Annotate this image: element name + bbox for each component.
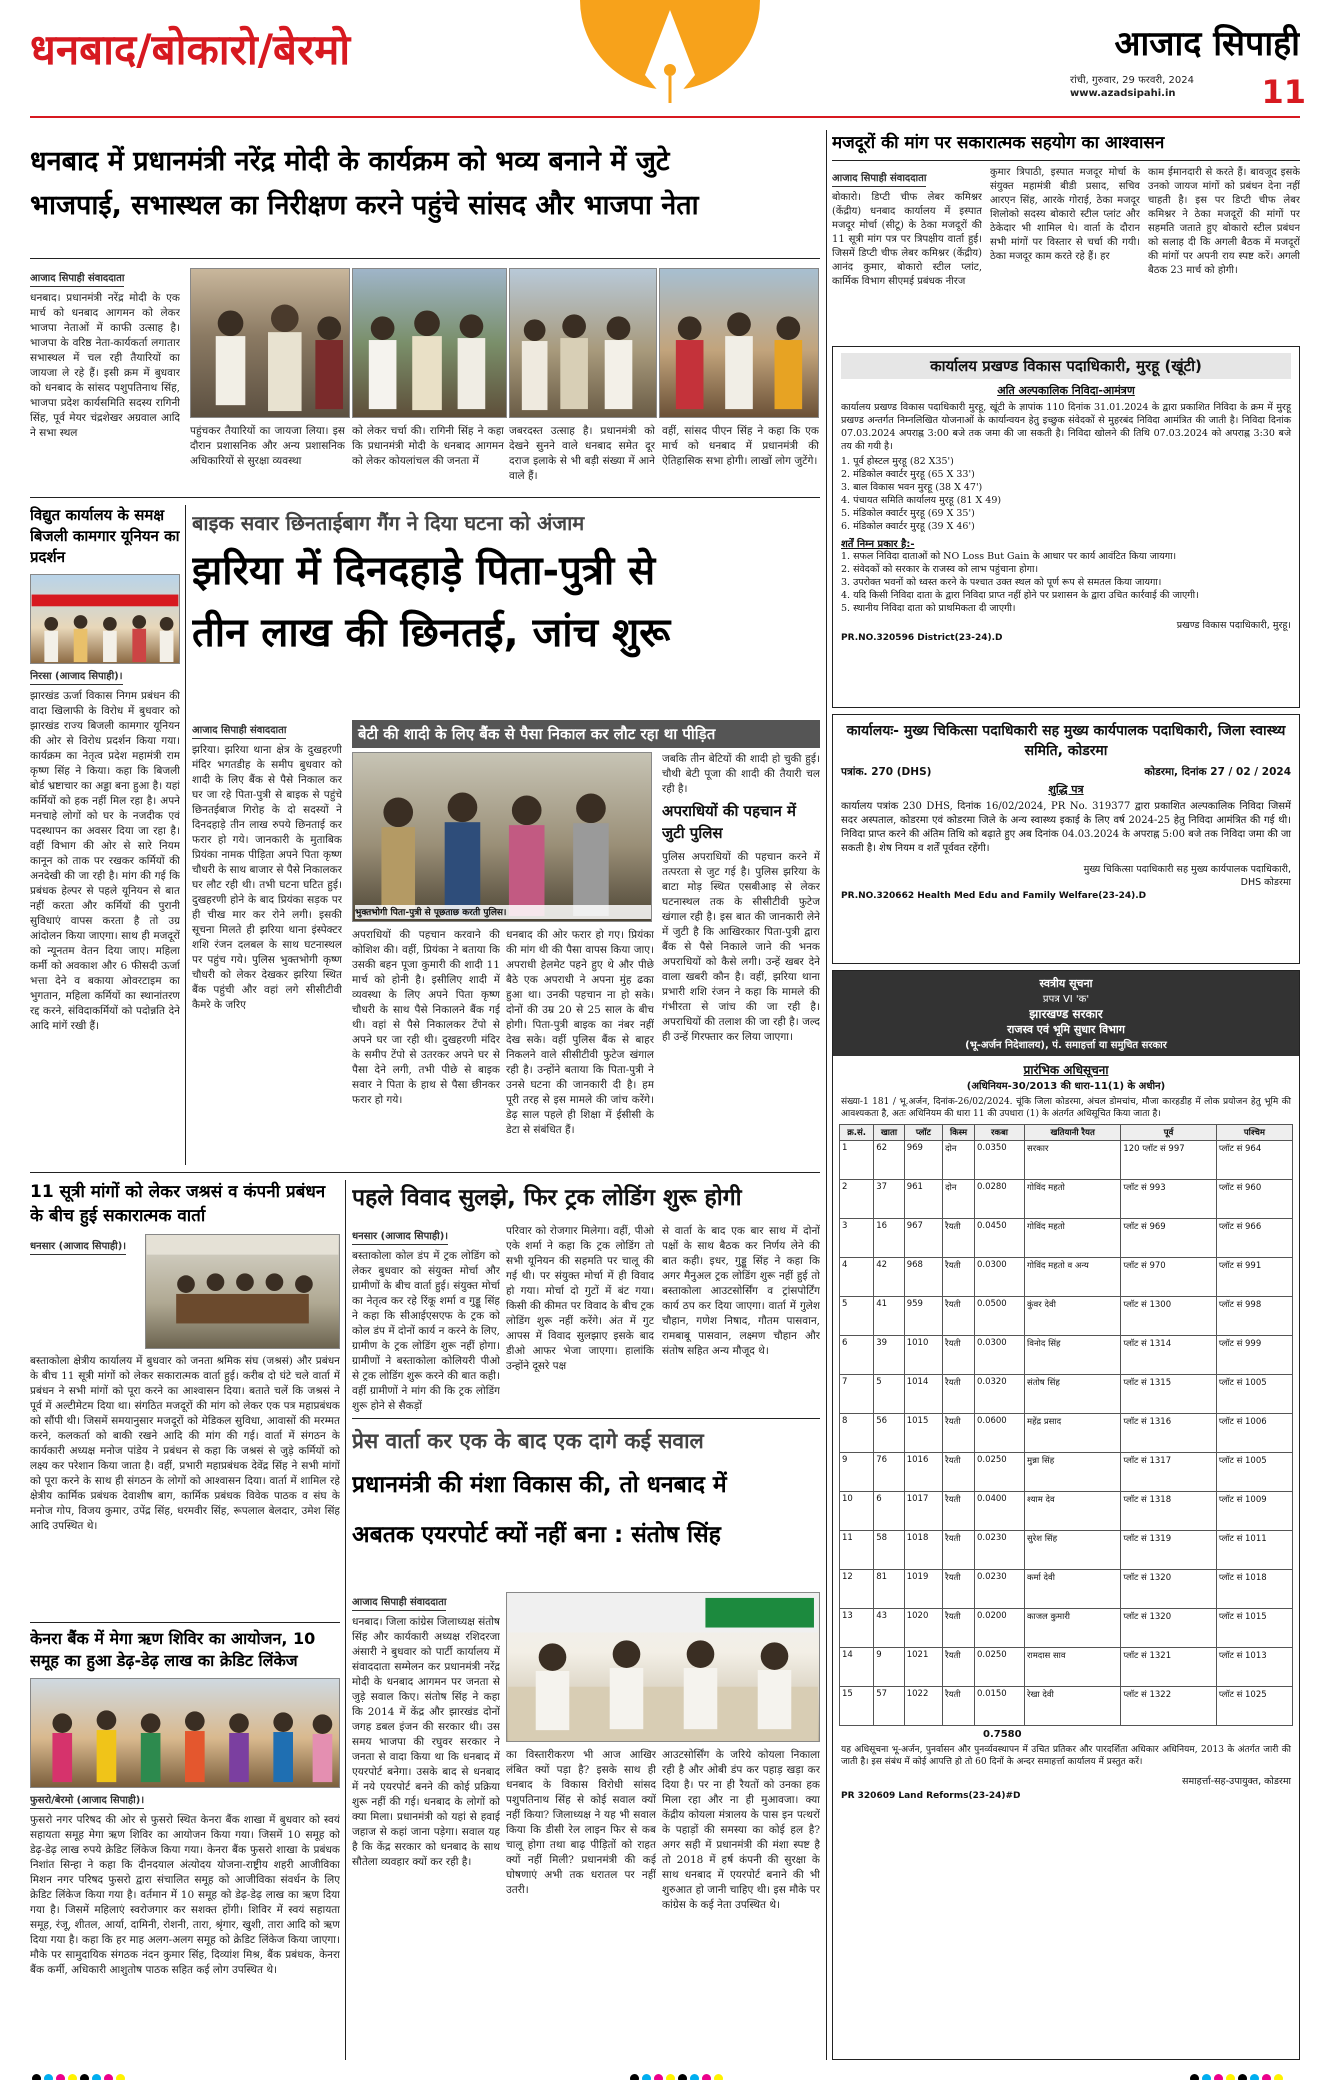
color-registration-dots bbox=[32, 2068, 172, 2080]
land-table-cell: प्लॉट सं 1319 bbox=[1121, 1531, 1217, 1570]
land-table-cell: प्लॉट सं 969 bbox=[1121, 1219, 1217, 1258]
land-table-cell: 0.0350 bbox=[974, 1141, 1024, 1180]
land-th: रकबा bbox=[974, 1125, 1024, 1141]
land-table-cell: 0.0230 bbox=[974, 1570, 1024, 1609]
land-table-cell: 0.0150 bbox=[974, 1687, 1024, 1726]
land-table-cell: प्लॉट सं 1322 bbox=[1121, 1687, 1217, 1726]
land-th: किस्म bbox=[943, 1125, 975, 1141]
land-notice bbox=[832, 970, 1300, 2060]
land-table-cell: 2 bbox=[840, 1180, 874, 1219]
land-table-cell: रैयती bbox=[943, 1258, 975, 1297]
health-pr-number: PR.NO.320662 Health Med Edu and Family Welfare(23-24).D bbox=[841, 891, 1147, 901]
land-table-cell: प्लॉट सं 999 bbox=[1216, 1336, 1292, 1375]
land-table-cell: रैयती bbox=[943, 1531, 975, 1570]
jharia-headline bbox=[192, 540, 820, 710]
truck-col-3: से वार्ता के बाद एक बार साथ में दोनों पक्षों के साथ बैठक कर निर्णय लेने की बात कही। इधर, गुड्डू सिंह ने कहा कि अगर मैनुअल ट्रक लोडिंग शुरू नहीं हुई तो बस्ताकोला आउटसोर्सिंग व ट्रांसपोर्टिंग कार्य ठप कर दिया जाएगा। वार्ता में गुलेश चौहान, गणेश निषाद, गौतम पासवान, रामबाबू पासवान, लक्ष्मण चौहान और संतोष सहित अन्य मौजूद थे। bbox=[662, 1225, 820, 1357]
land-table-cell: गोविंद महतो व अन्य bbox=[1025, 1258, 1121, 1297]
jharia-col-4: जबकि तीन बेटियों की शादी हो चुकी हुई। चौथी बेटी पूजा की शादी की तैयारी चल रही है। bbox=[662, 753, 820, 795]
land-table-cell: 0.0250 bbox=[974, 1648, 1024, 1687]
bdo-tender-items bbox=[841, 455, 1291, 533]
bdo-item: 2. मंडिकोल क्वार्टर मुरहू (65 X 33') bbox=[841, 469, 975, 480]
land-table-cell: 120 प्लॉट सं 997 bbox=[1121, 1141, 1217, 1180]
land-table-row bbox=[840, 1336, 1293, 1375]
land-table-cell: 967 bbox=[904, 1219, 942, 1258]
land-table-cell: 961 bbox=[904, 1180, 942, 1219]
divider bbox=[30, 1622, 340, 1623]
land-table-cell: 9 bbox=[874, 1648, 905, 1687]
land-table-cell: प्लॉट सं 1316 bbox=[1121, 1414, 1217, 1453]
press-col-1 bbox=[352, 1590, 500, 2058]
jharia-subhead: बेटी की शादी के लिए बैंक से पैसा निकाल कर लौट रहा था पीड़ित bbox=[352, 720, 820, 748]
land-table-cell: प्लॉट सं 970 bbox=[1121, 1258, 1217, 1297]
land-table-cell: 6 bbox=[874, 1492, 905, 1531]
press-headline bbox=[352, 1460, 820, 1580]
bijli-photo bbox=[30, 574, 180, 664]
bdo-item: 4. पंचायत समिति कार्यालय मुरहू (81 X 49) bbox=[841, 495, 1002, 506]
bdo-terms bbox=[841, 550, 1291, 615]
registration-dot bbox=[678, 2074, 687, 2080]
registration-dot bbox=[1214, 2074, 1223, 2080]
canara-photo bbox=[30, 1678, 340, 1788]
registration-dot bbox=[1238, 2074, 1247, 2080]
land-header-2: प्रपत्र VI 'क' bbox=[1042, 994, 1090, 1005]
land-table-header-row bbox=[840, 1125, 1293, 1141]
land-table-cell: प्लॉट सं 1015 bbox=[1216, 1609, 1292, 1648]
registration-dot bbox=[1202, 2074, 1211, 2080]
land-table-cell: रैयती bbox=[943, 1219, 975, 1258]
jaswans-byline: धनसार (आजाद सिपाही)। bbox=[30, 1238, 126, 1255]
land-table-cell: रैयती bbox=[943, 1492, 975, 1531]
pen-nib-logo bbox=[575, 0, 765, 115]
land-table-cell: रैयती bbox=[943, 1687, 975, 1726]
land-notice-sub: (अधिनियम-30/2013 की धारा-11(1) के अधीन) bbox=[966, 1081, 1166, 1092]
land-table-row bbox=[840, 1375, 1293, 1414]
land-table-cell: 62 bbox=[874, 1141, 905, 1180]
lead-col-5: वहीं, सांसद पीएन सिंह ने कहा कि एक मार्च को धनबाद में प्रधानमंत्री की ऐतिहासिक सभा होगी। लाखों लोग जुटेंगे। bbox=[662, 425, 819, 467]
land-total: 0.7580 bbox=[983, 1729, 1022, 1740]
bdo-tender-office: कार्यालय प्रखण्ड विकास पदाधिकारी, मुरहू (खूंटी) bbox=[841, 353, 1291, 379]
land-table-cell: 968 bbox=[904, 1258, 942, 1297]
land-table-cell: गोविंद महतो bbox=[1025, 1219, 1121, 1258]
land-table-cell: 1015 bbox=[904, 1414, 942, 1453]
land-table-cell: प्लॉट सं 1315 bbox=[1121, 1375, 1217, 1414]
registration-dot bbox=[104, 2074, 113, 2080]
land-table-cell: प्लॉट सं 991 bbox=[1216, 1258, 1292, 1297]
land-header-5: (भू-अर्जन निदेशालय), पं. समाहर्त्ता या समुचित सरकार bbox=[965, 1040, 1167, 1051]
land-table-cell: प्लॉट सं 1006 bbox=[1216, 1414, 1292, 1453]
land-table-cell: 0.0250 bbox=[974, 1453, 1024, 1492]
bdo-item: 6. मंडिकोल क्वार्टर मुरहू (39 X 46') bbox=[841, 521, 975, 532]
land-table-row bbox=[840, 1492, 1293, 1531]
land-table-cell: 1019 bbox=[904, 1570, 942, 1609]
bdo-tender-body: कार्यालय प्रखण्ड विकास पदाधिकारी मुरहू, खूंटी के ज्ञापांक 110 दिनांक 31.01.2024 के द्वारा प्रकाशित निविदा के क्रम में मुरहू प्रखण्ड अन्तर्गत निम्नलिखित योजनाओं के कार्यान्वयन हेतु इच्छुक संवेदकों से मुहरबंद निविदा आमंत्रित की जाती है। निविदा दिनांक 07.03.2024 अपराह्न 3:00 बजे तक जमा की जा सकती है। निविदा खोलने की तिथि 07.03.2024 को अपराह्न 3:30 बजे तय की गयी है। bbox=[841, 402, 1291, 452]
registration-dot bbox=[1226, 2074, 1235, 2080]
land-table-cell: महेंद्र प्रसाद bbox=[1025, 1414, 1121, 1453]
land-table-cell: रामदास साव bbox=[1025, 1648, 1121, 1687]
divider bbox=[345, 1180, 346, 2060]
land-table-cell: 76 bbox=[874, 1453, 905, 1492]
land-table-cell: 56 bbox=[874, 1414, 905, 1453]
land-table-cell: 1014 bbox=[904, 1375, 942, 1414]
land-th: खतियानी रैयत bbox=[1025, 1125, 1121, 1141]
land-table-wrap bbox=[833, 1124, 1299, 1726]
health-date: कोडरमा, दिनांक 27 / 02 / 2024 bbox=[1144, 766, 1291, 778]
website: www.azadsipahi.in bbox=[1070, 88, 1176, 99]
land-table-row bbox=[840, 1141, 1293, 1180]
truck-col-2: परिवार को रोजगार मिलेगा। वहीं, पीओ एके शर्मा ने कहा कि ट्रक लोडिंग तो सभी यूनियन की सहमति पर चालू की गई थी। पर संयुक्त मोर्चा में ही विवाद हो गया। मोर्चा दो गुटों में बंट गया। किसी की कीमत पर विवाद के बीच ट्रक लोडिंग शुरू नहीं करेंगे। अंत में गुट आपस में विवाद सुलझाए इसके बाद डीओ आफर भेजा जाएगा। हालांकि उन्होंने दूसरे पक्ष bbox=[506, 1225, 654, 1372]
land-table-cell: प्लॉट सं 1320 bbox=[1121, 1570, 1217, 1609]
land-table-cell: प्लॉट सं 964 bbox=[1216, 1141, 1292, 1180]
land-table-cell: प्लॉट सं 1300 bbox=[1121, 1297, 1217, 1336]
land-table-cell: 0.0500 bbox=[974, 1297, 1024, 1336]
truck-col-1 bbox=[352, 1224, 500, 1414]
jharia-col-1-text: झरिया। झरिया थाना क्षेत्र के दुखहरणी मंदिर भगतडीह के समीप बुधवार को शादी के लिए बैंक से पैसे निकाल कर घर जा रहे पिता-पुत्री से बाइक से पहुंचे छिनतईबाज गिरोह के दो सदस्यों ने दिनदहाड़े तीन लाख रुपये छिनताई कर फरार हो गये। जानकारी के मुताबिक प्रियंका नामक पीड़िता अपने पिता कृष्ण चौधरी के साथ बाजार से पैसे निकालकर घर लौट रही थी। तभी घटना घटित हुई। दुखहरणी होने के बाद प्रियंका सड़क पर ही चीख मार कर रोने लगी। इसकी सूचना मिलते ही झरिया थाना इंस्पेक्टर शशि रंजन दलबल के साथ घटनास्थल पर पहुंच गये। पुलिस भुक्तभोगी कृष्ण चौधरी को लेकर देखकर झरिया स्थित बैंक पहुंची और वहां लगे सीसीटीवी कैमरे के जरिए bbox=[192, 744, 342, 1011]
land-th: पश्चिम bbox=[1216, 1125, 1292, 1141]
divider bbox=[30, 1172, 820, 1173]
jharia-col-2: अपराधियों की पहचान करवाने की कोशिश की। वहीं, प्रियंका ने बताया कि उसकी बहन पूजा कुमारी की शादी 11 मार्च को होनी है। इसीलिए शादी में व्यवस्था के लिए अपने पिता कृष्ण चौधरी के साथ पैसे निकालने बैंक गई थी। वहां से पैसे निकालकर टेंपो से अपने घर जा रही थी। दुखहरणी मंदिर के समीप टेंपो से उतरकर अपने घर से पैसा देने लगी, तभी पीछे से बाइक सवार ने पिता के हाथ से पैसा छीनकर फरार हो गये। bbox=[352, 929, 500, 1106]
jharia-kicker: बाइक सवार छिनताईबाग गैंग ने दिया घटना को अंजाम bbox=[192, 511, 585, 535]
registration-dot bbox=[630, 2074, 639, 2080]
land-table-row bbox=[840, 1531, 1293, 1570]
majdoor-col-1 bbox=[832, 166, 982, 342]
land-table-cell: 16 bbox=[874, 1219, 905, 1258]
land-table-cell: 0.0600 bbox=[974, 1414, 1024, 1453]
land-table-cell: दोन bbox=[943, 1141, 975, 1180]
land-table-row bbox=[840, 1219, 1293, 1258]
land-table-cell: 81 bbox=[874, 1570, 905, 1609]
land-table-cell: प्लॉट सं 1009 bbox=[1216, 1492, 1292, 1531]
jharia-headline-line-1: झरिया में दिनदहाड़े पिता-पुत्री से bbox=[192, 548, 656, 594]
registration-dot bbox=[1250, 2074, 1259, 2080]
land-table-cell: 1021 bbox=[904, 1648, 942, 1687]
bdo-item: 3. बाल विकास भवन मुरहू (38 X 47') bbox=[841, 482, 983, 493]
health-tender-office: कार्यालयः- मुख्य चिकित्सा पदाधिकारी सह मुख्य कार्यपालक पदाधिकारी, जिला स्वास्थ्य समिति, कोडरमा bbox=[846, 723, 1286, 759]
land-pr-number: PR 320609 Land Reforms(23-24)#D bbox=[841, 1791, 1021, 1801]
registration-dot bbox=[654, 2074, 663, 2080]
divider bbox=[352, 1418, 820, 1419]
land-table-cell: प्लॉट सं 1314 bbox=[1121, 1336, 1217, 1375]
land-table-row bbox=[840, 1258, 1293, 1297]
masthead bbox=[0, 0, 1325, 118]
land-table-cell: प्लॉट सं 998 bbox=[1216, 1297, 1292, 1336]
registration-dot bbox=[642, 2074, 651, 2080]
land-th: खाता bbox=[874, 1125, 905, 1141]
majdoor-col-1-text: बोकारो। डिप्टी चीफ लेबर कमिश्नर (केंद्रीय) धनबाद कार्यालय में इस्पात मजदूर मोर्चा (सीटू) के ठेका मजदूरों की 11 सूत्री मांग पत्र पर त्रिपक्षीय वार्ता हुई। जिसमें डिप्टी चीफ लेबर कमिश्नर (केंद्रीय) आनंद कुमार, बोकारो स्टील प्लांट, कार्मिक विभाग सीएमई प्रबंधक नीरज bbox=[832, 192, 982, 287]
jharia-subhead-2: अपराधियों की पहचान में जुटी पुलिस bbox=[662, 802, 796, 842]
jharia-byline: आजाद सिपाही संवाददाता bbox=[192, 722, 286, 739]
truck-byline: धनसार (आजाद सिपाही)। bbox=[352, 1228, 448, 1245]
health-tender bbox=[832, 714, 1300, 964]
lead-photo-3 bbox=[509, 268, 657, 418]
divider bbox=[30, 258, 820, 259]
press-kicker: प्रेस वार्ता कर एक के बाद एक दागे कई सवाल bbox=[352, 1429, 704, 1453]
land-table-row bbox=[840, 1180, 1293, 1219]
land-table-cell: 9 bbox=[840, 1453, 874, 1492]
registration-dot bbox=[44, 2074, 53, 2080]
land-table-cell: 57 bbox=[874, 1687, 905, 1726]
land-table-cell: रैयती bbox=[943, 1375, 975, 1414]
land-table-cell: गोविंद महतो bbox=[1025, 1180, 1121, 1219]
land-table-cell: 0.0450 bbox=[974, 1219, 1024, 1258]
land-table-cell: रैयती bbox=[943, 1648, 975, 1687]
majdoor-col-2: कुमार त्रिपाठी, इस्पात मजदूर मोर्चा के संयुक्त महामंत्री बीडी प्रसाद, सचिव आरएन सिंह, आरके गोराई, ठेका मजदूर शिलोको सदस्य बोकारो स्टील प्लांट और ठेकेदार भी शामिल थे। वार्ता के दौरान सभी मांगों पर विस्तार से चर्चा की गयी। ठेका मजदूर काम करते रहे हैं। हर bbox=[990, 167, 1140, 262]
land-intro: संख्या-1 181 / भू.अर्जन, दिनांक-26/02/2024. चूंकि जिला कोडरमा, अंचल डोमचांच, मौजा कारहडीह में लोक प्रयोजन हेतु भूमि की आवश्यकता है, अतः अधिनियम की धारा 11 की उपधारा (1) के अंतर्गत अधिसूचित किया जाता है। bbox=[841, 1097, 1291, 1119]
lead-col-1 bbox=[30, 266, 180, 491]
land-table-cell: रैयती bbox=[943, 1414, 975, 1453]
land-table-cell: विनोद सिंह bbox=[1025, 1336, 1121, 1375]
land-table-cell: 12 bbox=[840, 1570, 874, 1609]
land-table-cell: 0.0320 bbox=[974, 1375, 1024, 1414]
lead-photo-1 bbox=[190, 268, 350, 418]
paper-name: आजाद सिपाही bbox=[1114, 24, 1300, 64]
jharia-col-1 bbox=[192, 718, 342, 1168]
land-table-cell: प्लॉट सं 1321 bbox=[1121, 1648, 1217, 1687]
land-notice-title: प्रारंभिक अधिसूचना bbox=[1023, 1063, 1109, 1077]
land-table-cell: प्लॉट सं 1018 bbox=[1216, 1570, 1292, 1609]
color-registration-dots bbox=[1190, 2068, 1300, 2080]
land-table-cell: रैयती bbox=[943, 1336, 975, 1375]
bdo-term: 3. उपरोक्त भवनों को ध्वस्त करने के पश्चात उक्त स्थल को पूर्ण रूप से समतल किया जायगा। bbox=[841, 577, 1162, 588]
land-table-cell: प्लॉट सं 1011 bbox=[1216, 1531, 1292, 1570]
bdo-item: 1. पूर्व होस्टल मुरहू (82 X35') bbox=[841, 456, 954, 467]
bijli-story bbox=[30, 505, 180, 1165]
page-number: 11 bbox=[1261, 73, 1306, 111]
land-table-cell: 0.0280 bbox=[974, 1180, 1024, 1219]
press-byline: आजाद सिपाही संवाददाता bbox=[352, 1594, 446, 1611]
land-table-cell: 0.0300 bbox=[974, 1336, 1024, 1375]
bdo-pr-number: PR.NO.320596 District(23-24).D bbox=[841, 633, 1003, 643]
land-table-cell: 8 bbox=[840, 1414, 874, 1453]
land-table-row bbox=[840, 1648, 1293, 1687]
registration-dot bbox=[1190, 2074, 1199, 2080]
press-headline-line-1: प्रधानमंत्री की मंशा विकास की, तो धनबाद में bbox=[352, 1472, 727, 1498]
land-table-cell: 0.0200 bbox=[974, 1609, 1024, 1648]
land-table-cell: 58 bbox=[874, 1531, 905, 1570]
press-col-1-text: धनबाद। जिला कांग्रेस जिलाध्यक्ष संतोष सिंह और कार्यकारी अध्यक्ष रशिदरजा अंसारी ने बुधवार को पार्टी कार्यालय में संवाददाता सम्मेलन कर प्रधानमंत्री नरेंद्र मोदी के धनबाद आगमन पर जनता से जुड़े सवाल किए। संतोष सिंह ने कहा कि 2014 में केंद्र और झारखंड दोनों जगह डबल इंजन की सरकार थी। उस समय भाजपा की रघुवर सरकार ने जनता से वादा किया था कि धनबाद में एयरपोर्ट बनेगा। उसके बाद से धनबाद में नये एयरपोर्ट बनने की कोई प्रक्रिया शुरू नहीं की गई। धनबाद के लोगों को क्या मिला। प्रधानमंत्री को यहां से हवाई जहाज से कहां जाना पड़ेगा। सवाल यह है कि केंद्र सरकार को धनबाद के साथ सौतेला व्यवहार क्यों कर रही है। bbox=[352, 1616, 500, 1868]
lead-intro: धनबाद। प्रधानमंत्री नरेंद्र मोदी के एक मार्च को धनबाद आगमन को लेकर भाजपा नेताओं में काफी उत्साह है। भाजपा के वरिष्ठ नेता-कार्यकर्ता लगातार सभास्थल में चल रही तैयारियों का जायजा ले रहे हैं। इसी क्रम में बुधवार को धनबाद के सांसद पशुपतिनाथ सिंह, भाजपा प्रदेश कार्यसमिति सदस्य रागिनी सिंह, पूर्व मेयर चंद्रशेखर अग्रवाल आदि ने सभा स्थल bbox=[30, 292, 180, 439]
land-table-cell: श्याम देव bbox=[1025, 1492, 1121, 1531]
registration-dot bbox=[690, 2074, 699, 2080]
health-tender-title: शुद्धि पत्र bbox=[1048, 783, 1084, 796]
land-table-cell: 1017 bbox=[904, 1492, 942, 1531]
masthead-rule bbox=[30, 116, 1300, 118]
dateline: रांची, गुरुवार, 29 फरवरी, 2024 bbox=[1070, 75, 1194, 86]
land-table-cell: 1022 bbox=[904, 1687, 942, 1726]
land-table-cell: प्लॉट सं 1025 bbox=[1216, 1687, 1292, 1726]
land-table-cell: प्लॉट सं 1318 bbox=[1121, 1492, 1217, 1531]
land-th: प्लॉट bbox=[904, 1125, 942, 1141]
land-table-cell: 959 bbox=[904, 1297, 942, 1336]
health-tender-meta bbox=[841, 765, 1291, 779]
bijli-byline: निरसा (आजाद सिपाही)। bbox=[30, 668, 123, 685]
lead-photo-2 bbox=[352, 268, 507, 418]
land-table-cell: 5 bbox=[840, 1297, 874, 1336]
land-table-cell: 37 bbox=[874, 1180, 905, 1219]
section-title: धनबाद/बोकारो/बेरमो bbox=[30, 25, 351, 74]
land-table-body bbox=[840, 1141, 1293, 1726]
land-table-cell: 4 bbox=[840, 1258, 874, 1297]
land-table-cell: 3 bbox=[840, 1219, 874, 1258]
bijli-body: झारखंड ऊर्जा विकास निगम प्रबंधन की वादा खिलाफी के विरोध में बुधवार को झारखंड राज्य बिजली कामगार यूनियन की ओर से विरोध प्रदर्शन किया गया। कार्यक्रम का नेतृत्व प्रदेश महामंत्री राम कृष्ण सिंह ने किया। कहा कि बिजली बोर्ड भ्रष्टाचार का अड्डा बना हुआ है। यहां कर्मियों को हक नहीं मिल रहा है। अपने मनचाहे लोगों को घर के नजदीक एवं पदस्थापन का अवसर दिया जा रहा है। वहीं विभाग की ओर से सारे नियम कानून को ताक पर रखकर कर्मियों की अनदेखी की जा रही है। मांग की गई कि प्रबंधक हेल्पर से पहले यूनियन से बात नहीं करता और कर्मियों की पुरानी सुविधाएं वापस करता है तो उग्र आंदोलन किया जाएगा। साथ ही मजदूरों को न्यूनतम वेतन दिया जाए। महिला कर्मी को अवकाश और 6 फीसदी ऊर्जा भत्ता देने व बकाया ओवरटाइम का भुगतान, महिला कर्मियों का स्थानांतरण रद्द करने, संविदाकर्मियों को पदोन्नति देने आदि मांगें रखी हैं। bbox=[30, 690, 180, 1032]
land-table-row bbox=[840, 1297, 1293, 1336]
health-letter-no: पत्रांक. 270 (DHS) bbox=[841, 766, 932, 778]
land-table-cell: 7 bbox=[840, 1375, 874, 1414]
land-table-cell: प्लॉट सं 1005 bbox=[1216, 1453, 1292, 1492]
land-table-cell: प्लॉट सं 1005 bbox=[1216, 1375, 1292, 1414]
land-table-cell: कर्मा देवी bbox=[1025, 1570, 1121, 1609]
land-table bbox=[839, 1124, 1293, 1726]
registration-dot bbox=[56, 2074, 65, 2080]
divider bbox=[185, 505, 186, 1165]
registration-dot bbox=[116, 2074, 125, 2080]
bdo-terms-title: शर्तें निम्न प्रकार है:- bbox=[841, 539, 915, 550]
lead-headline-line-1: धनबाद में प्रधानमंत्री नरेंद्र मोदी के कार्यक्रम को भव्य बनाने में जुटे bbox=[30, 146, 670, 177]
land-table-cell: प्लॉट सं 1013 bbox=[1216, 1648, 1292, 1687]
land-table-cell: 0.0230 bbox=[974, 1531, 1024, 1570]
bdo-tender bbox=[832, 346, 1300, 708]
land-table-cell: रेखा देवी bbox=[1025, 1687, 1121, 1726]
bdo-tender-title: अति अल्पकालिक निविदा-आमंत्रण bbox=[997, 384, 1135, 397]
land-table-cell: 39 bbox=[874, 1336, 905, 1375]
land-table-cell: 11 bbox=[840, 1531, 874, 1570]
registration-dot bbox=[1262, 2074, 1271, 2080]
land-table-cell: 0.0400 bbox=[974, 1492, 1024, 1531]
bdo-term: 5. स्थानीय निविदा दाता को प्राथमिकता दी जाएगी। bbox=[841, 603, 1016, 614]
registration-dot bbox=[702, 2074, 711, 2080]
land-table-cell: 0.0300 bbox=[974, 1258, 1024, 1297]
canara-headline: केनरा बैंक में मेगा ऋण शिविर का आयोजन, 10 समूह का हुआ डेढ़-डेढ़ लाख का क्रेडिट लिंकेज bbox=[30, 1629, 316, 1670]
land-table-cell: दोन bbox=[943, 1180, 975, 1219]
lead-col-3: को लेकर चर्चा की। रागिनी सिंह ने कहा कि प्रधानमंत्री मोदी के धनबाद आगमन को लेकर कोयलांचल की जनता में bbox=[352, 425, 504, 467]
registration-dot bbox=[80, 2074, 89, 2080]
press-col-2: का विस्तारीकरण भी आज आखिर लंबित क्यों पड़ा है? इसके साथ ही धनबाद के विकास विरोधी सांसद पशुपतिनाथ सिंह से कोई सवाल क्यों नहीं किया? जिलाध्यक्ष ने यह भी सवाल किया कि डीसी रेल लाइन फिर से कब चालू होगा तथा बाढ़ पीड़ितों को राहत क्यों नहीं मिली? प्रधानमंत्री की कई घोषणाएं अभी तक धरातल पर नहीं उतरी। bbox=[506, 1749, 656, 1896]
lead-photo-4 bbox=[659, 268, 819, 418]
registration-dot bbox=[666, 2074, 675, 2080]
registration-dot bbox=[1274, 2074, 1283, 2080]
land-table-cell: 15 bbox=[840, 1687, 874, 1726]
registration-dot bbox=[714, 2074, 723, 2080]
land-header-1: स्वत्रीय सूचना bbox=[1039, 977, 1093, 990]
bijli-headline: विद्युत कार्यालय के समक्ष बिजली कामगार यूनियन का प्रदर्शन bbox=[30, 506, 180, 566]
health-signature: मुख्य चिकित्सा पदाधिकारी सह मुख्य कार्यपालक पदाधिकारी, DHS कोडरमा bbox=[1083, 864, 1291, 888]
land-table-cell: प्लॉट सं 993 bbox=[1121, 1180, 1217, 1219]
land-table-cell: सुरेश सिंह bbox=[1025, 1531, 1121, 1570]
majdoor-col-3: काम ईमानदारी से करते हैं। बावजूद इसके उनको जायज मांगों को प्रबंधन देना नहीं चाहती है। इस पर डिप्टी चीफ लेबर कमिश्नर ने ठेका मजदूरों की मांगों पर सहमति जताते हुए बोकारो स्टील प्रबंधन को सलाह दी कि अगली बैठक में मजदूरों की मांगों पर अपनी राय स्पष्ट करें। अगली बैठक 23 मार्च को होगी। bbox=[1148, 167, 1300, 276]
jaswans-byline-box bbox=[30, 1234, 140, 1354]
jharia-photo-caption: भुक्तभोगी पिता-पुत्री से पूछताछ करती पुलिस। bbox=[355, 905, 651, 919]
land-table-cell: 969 bbox=[904, 1141, 942, 1180]
press-photo bbox=[506, 1592, 820, 1742]
land-table-cell: 43 bbox=[874, 1609, 905, 1648]
land-table-cell: प्लॉट सं 1317 bbox=[1121, 1453, 1217, 1492]
land-table-row bbox=[840, 1570, 1293, 1609]
registration-dot bbox=[32, 2074, 41, 2080]
land-footer: यह अधिसूचना भू-अर्जन, पुनर्वासन और पुनर्व्यवस्थापन में उचित प्रतिकर और पारदर्शिता अधिकार अधिनियम, 2013 के अंतर्गत जारी की जाती है। इस संबंध में कोई आपत्ति हो तो 60 दिनों के अन्दर समाहर्त्ता कार्यालय में प्रस्तुत करें। bbox=[841, 1745, 1291, 1767]
land-th: पूर्व bbox=[1121, 1125, 1217, 1141]
divider bbox=[30, 497, 820, 498]
land-table-cell: कुंवर देवी bbox=[1025, 1297, 1121, 1336]
land-table-row bbox=[840, 1609, 1293, 1648]
land-table-cell: 14 bbox=[840, 1648, 874, 1687]
jharia-col-3: धनबाद की ओर फरार हो गए। प्रियंका की मांग थी की पैसा वापस किया जाए। अपराधी हेलमेट पहने हुए थे और पीछे बैठे एक अपराधी ने अपना मुंह ढका हुआ था। उनकी पहचान ना हो सके। दोनों की उम्र 20 से 25 साल के बीच होगी। पिता-पुत्री बाइक का नंबर नहीं देख सके। वहीं पुलिस बैंक से बाहर निकलने वाले सीसीटीवी फुटेज खंगाल रही है। उन्होंने बताया कि पिता-पुत्री ने उनसे घटना की जानकारी दी है। हम पूरी तरह से इस मामले की जांच करेंगे। डेढ़ साल पहले ही शिक्षा में ईसीसी के डेटा से संबंधित हैं। bbox=[506, 929, 654, 1136]
land-table-cell: प्लॉट सं 1320 bbox=[1121, 1609, 1217, 1648]
canara-byline: फुसरो/बेरमो (आजाद सिपाही)। bbox=[30, 1792, 144, 1809]
land-table-cell: 1016 bbox=[904, 1453, 942, 1492]
land-table-cell: प्लॉट सं 960 bbox=[1216, 1180, 1292, 1219]
land-table-cell: रैयती bbox=[943, 1297, 975, 1336]
land-table-cell: 1020 bbox=[904, 1609, 942, 1648]
land-header-3: झारखण्ड सरकार bbox=[1029, 1007, 1103, 1021]
jaswans-photo bbox=[145, 1234, 340, 1349]
land-table-cell: 41 bbox=[874, 1297, 905, 1336]
bdo-term: 4. यदि किसी निविदा दाता के द्वारा निविदा प्राप्त नहीं होने पर प्रशासन के द्वारा उचित कार्रवाई की जाएगी। bbox=[841, 590, 1199, 601]
land-table-cell: 5 bbox=[874, 1375, 905, 1414]
land-table-cell: 13 bbox=[840, 1609, 874, 1648]
bdo-signature: प्रखण्ड विकास पदाधिकारी, मुरहू। bbox=[1176, 620, 1291, 631]
land-table-row bbox=[840, 1687, 1293, 1726]
press-col-3: आउटसोर्सिंग के जरिये कोयला निकाला रही है और ओबी डंप कर पहाड़ खड़ा कर दिया है। पर ना ही रैयतों को उनका हक मिला रहा और ना ही मुआवजा। क्या केंद्रीय कोयला मंत्रालय के पास इन पत्थरों के पहाड़ों की समस्या का कोई हल है? अगर सही में प्रधानमंत्री की मंशा स्पष्ट है तो 2018 में हर्ष कंपनी की सुरक्षा के साथ धनबाद में एयरपोर्ट बनाने की भी शुरुआत हो जानी चाहिए थी। इस मौके पर कांग्रेस के कई नेता उपस्थित थे। bbox=[662, 1749, 820, 1911]
land-table-cell: प्लॉट सं 966 bbox=[1216, 1219, 1292, 1258]
land-table-row bbox=[840, 1453, 1293, 1492]
lead-headline bbox=[30, 140, 820, 250]
jaswans-body: बस्ताकोला क्षेत्रीय कार्यालय में बुधवार को जनता श्रमिक संघ (जश्रसं) और प्रबंधन के बीच 11 सूत्री मांगों को लेकर सकारात्मक वार्ता हुई। करीब दो घंटे चले वार्ता में प्रबंधन ने सभी मांगों को पूरा करने का आश्वासन दिया। बताते चलें कि जश्रसं ने पूर्व में अल्टीमेटम दिया था। संगठित मजदूरों की मांग को लेकर एक पत्र महाप्रबंधक को सौंपी थी। जिसमें समयानुसार मजदूरों को मेडिकल सुविधा, आवासों की मरम्मत करने, कलकर्ता को बाकी रखने आदि की मांग की गई। वार्ता में संगठन के कार्यकारी अध्यक्ष मनोज पांडेय ने प्रबंधन से कहा कि जश्रसं से जुड़े कर्मियों को लक्ष्य कर परेशान किया जाता है। वहीं, प्रभारी महाप्रबंधक देवेंद्र सिंह ने सभी मांगों को पूरा करने के साथ ही संगठन के लोगों को आश्वासन दिया। वार्ता में शामिल रहे क्षेत्रीय कार्मिक प्रबंधक देवाशीष बाग, कार्मिक प्रबंधक विवेक पाठक व संघ के मनोज गोप, विजय कुमार, उपेंद्र सिंह, धरमवीर सिंह, रूपलाल बेलदार, उमेश सिंह आदि उपस्थित थे। bbox=[30, 1355, 340, 1532]
majdoor-headline: मजदूरों की मांग पर सकारात्मक सहयोग का आश्वासन bbox=[832, 130, 1300, 161]
land-table-cell: 1010 bbox=[904, 1336, 942, 1375]
column-divider bbox=[826, 130, 827, 2060]
bdo-item: 5. मंडिकोल क्वार्टर मुरहू (69 X 35') bbox=[841, 508, 975, 519]
registration-dot bbox=[68, 2074, 77, 2080]
land-table-cell: काजल कुमारी bbox=[1025, 1609, 1121, 1648]
lead-byline: आजाद सिपाही संवाददाता bbox=[30, 270, 124, 287]
land-th: क्र.सं. bbox=[840, 1125, 874, 1141]
lead-col-2: पहुंचकर तैयारियों का जायजा लिया। इस दौरान प्रशासनिक और अन्य प्रशासनिक अधिकारियों से सुरक्षा व्यवस्था bbox=[190, 425, 345, 467]
truck-col-1-text: बस्ताकोला कोल डंप में ट्रक लोडिंग को लेकर बुधवार को संयुक्त मोर्चा और ग्रामीणों के बीच वार्ता हुई। संयुक्त मोर्चा का नेतृत्व कर रहे रिंकू शर्मा व गुड्डू सिंह ने कहा कि सीआईएसएफ के ट्रक को कोल डंप में दोनों कार्य न करने के लिए, ग्रामीण के ट्रक लोडिंग शुरू नहीं होगा। ग्रामीणों ने बस्ताकोला कोलियरी पीओ से ट्रक लोडिंग शुरू करने की बात कही। वहीं ग्रामीणों ने मांग की कि ट्रक लोडिंग शुरू होने से सैकड़ों bbox=[352, 1250, 500, 1412]
land-header-4: राजस्व एवं भूमि सुधार विभाग bbox=[1007, 1023, 1125, 1036]
canara-body: फुसरो नगर परिषद की ओर से फुसरो स्थित केनरा बैंक शाखा में बुधवार को स्वयं सहायता समूह मेगा ऋण शिविर का आयोजन किया गया। जिसमें 10 समूह को डेढ़-डेढ़ लाख रुपये क्रेडिट लिंकेज किया गया। केनरा बैंक फुसरो शाखा के प्रबंधक निशांत सिन्हा ने कहा कि दीनदयाल अंत्योदय योजना-राष्ट्रीय शहरी आजीविका मिशन नगर परिषद फुसरो द्वारा संचालित समूह को आजीविका संवर्धन के लिए क्रेडिट लिंकेज किया गया है। वर्तमान में 10 समूह को डेढ़-डेढ़ लाख का ऋण दिया गया है। जिसमें महिलाएं स्वरोजगार कर सशक्त होंगी। शिविर में स्वयं सहायता समूह, रंजू, शीतल, आर्या, दामिनी, रोशनी, तारा, श्रृंगार, खुशी, तारा आदि को ऋण दिया गया है। कहा कि हर माह अलग-अलग समूह को क्रेडिट लिंकेज किया जाएगा। मौके पर सामुदायिक संगठक नंदन कुमार सिंह, दिव्यांश मिश्र, बैंक प्रबंधक, केनरा बैंक कर्मी, अधिकारी आशुतोष पाठक सहित कई लोग उपस्थित थे। bbox=[30, 1814, 340, 1976]
land-table-cell: रैयती bbox=[943, 1453, 975, 1492]
bdo-term: 2. संवेदकों को सरकार के राजस्व को लाभ पहुंचाना होगा। bbox=[841, 564, 1039, 575]
land-table-cell: संतोष सिंह bbox=[1025, 1375, 1121, 1414]
bdo-term: 1. सफल निविदा दाताओं को NO Loss But Gain के आधार पर कार्य आवंटित किया जायगा। bbox=[841, 551, 1177, 562]
land-table-cell: 42 bbox=[874, 1258, 905, 1297]
land-table-cell: 10 bbox=[840, 1492, 874, 1531]
press-headline-line-2: अबतक एयरपोर्ट क्यों नहीं बना : संतोष सिंह bbox=[352, 1522, 721, 1548]
registration-dot bbox=[92, 2074, 101, 2080]
land-table-cell: 1 bbox=[840, 1141, 874, 1180]
jharia-headline-line-2: तीन लाख की छिनतई, जांच शुरू bbox=[192, 610, 671, 656]
jaswans-headline: 11 सूत्री मांगों को लेकर जश्रसं व कंपनी प्रबंधन के बीच हुई सकारात्मक वार्ता bbox=[30, 1182, 326, 1226]
truck-headline: पहले विवाद सुलझे, फिर ट्रक लोडिंग शुरू होगी bbox=[352, 1185, 742, 1211]
jharia-photo bbox=[352, 752, 652, 922]
land-table-cell: रैयती bbox=[943, 1609, 975, 1648]
land-table-cell: मुन्ना सिंह bbox=[1025, 1453, 1121, 1492]
lead-headline-line-2: भाजपाई, सभास्थल का निरीक्षण करने पहुंचे सांसद और भाजपा नेता bbox=[30, 190, 699, 221]
land-table-cell: 1018 bbox=[904, 1531, 942, 1570]
jharia-col-5: पुलिस अपराधियों की पहचान करने में तत्परता से जुट गई है। पुलिस झरिया के बाटा मोड़ स्थित एसबीआइ से लेकर घटनास्थल तक के सीसीटीवी फुटेज खंगाल रही है। इस बात की जानकारी लेने में जुटी है कि आखिरकार पिता-पुत्री द्वारा बैंक से पैसे निकाले जाने की भनक अपराधियों को कैसे लगी। उन्हें खबर देने वाला खबरी कौन है। वहीं, झरिया थाना प्रभारी शशि रंजन ने कहा कि मामले की गंभीरता से जांच की जा रही है। अपराधियों की तलाश की जा रही है। जल्द ही उन्हें गिरफ्तार कर लिया जाएगा। bbox=[662, 851, 820, 1043]
land-header bbox=[833, 971, 1299, 1056]
lead-col-4: जबरदस्त उत्साह है। प्रधानमंत्री को देखने सुनने वाले धनबाद समेत दूर दराज इलाके से भी बड़ी संख्या में आने वाले हैं। bbox=[509, 425, 655, 482]
canara-story bbox=[30, 1628, 340, 2058]
land-table-cell: सरकार bbox=[1025, 1141, 1121, 1180]
land-table-cell: 6 bbox=[840, 1336, 874, 1375]
majdoor-byline: आजाद सिपाही संवाददाता bbox=[832, 170, 926, 187]
color-registration-dots bbox=[630, 2068, 770, 2080]
land-signature: समाहर्त्ता-सह-उपायुक्त, कोडरमा bbox=[1182, 1776, 1291, 1787]
health-tender-body: कार्यालय पत्रांक 230 DHS, दिनांक 16/02/2024, PR No. 319377 द्वारा प्रकाशित अल्पकालिक निविदा जिसमें सदर अस्पताल, कोडरमा एवं कोडरमा जिले के अन्य स्वास्थ्य इकाई के लिए वर्ष 2024-25 हेतु निविदा आमंत्रित की गई थी। निविदा प्राप्त करने की अंतिम तिथि को बढ़ाते हुए अब दिनांक 04.03.2024 के अपराह्न 5:00 बजे तक निविदा जमा की जा सकती है। शेष नियम व शर्तें पूर्ववत रहेंगी। bbox=[841, 801, 1291, 854]
land-table-row bbox=[840, 1414, 1293, 1453]
land-table-cell: रैयती bbox=[943, 1570, 975, 1609]
